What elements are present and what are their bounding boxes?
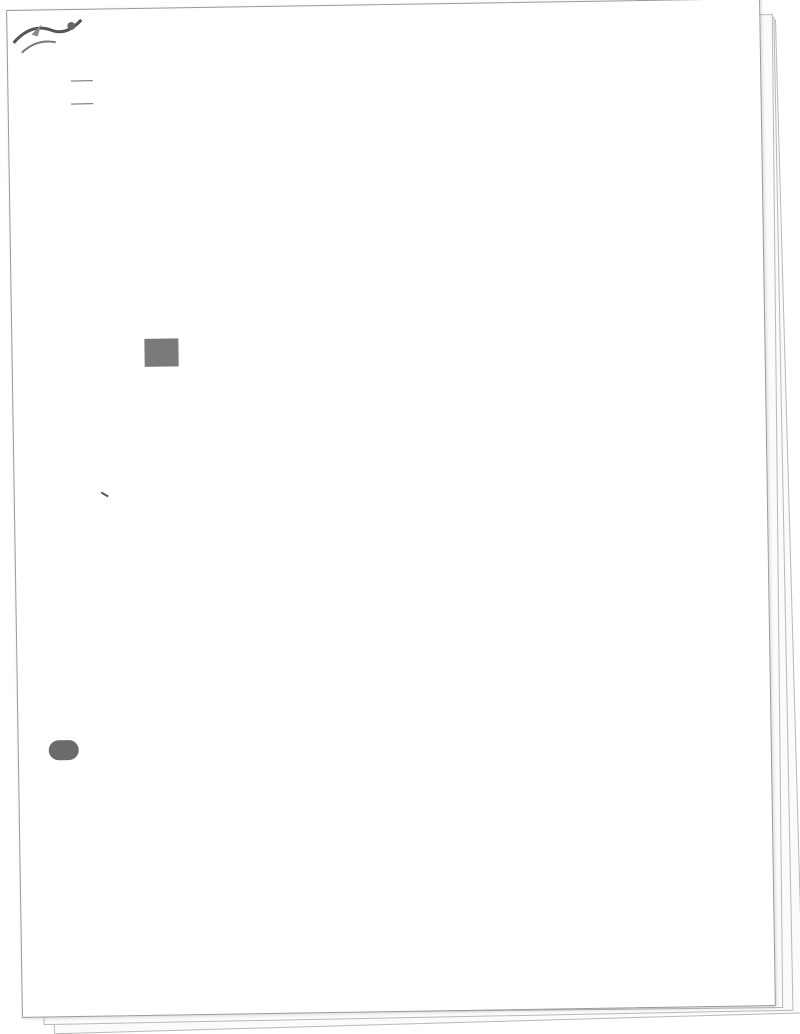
part-badge: [144, 338, 178, 367]
spine-series: ｜｜: [67, 69, 93, 117]
part-heading: [144, 338, 194, 367]
book-page: [6, 0, 776, 1018]
brush-illustration-icon: [11, 12, 92, 61]
decorative-tick: [101, 492, 109, 498]
page-number-badge: [49, 740, 79, 760]
